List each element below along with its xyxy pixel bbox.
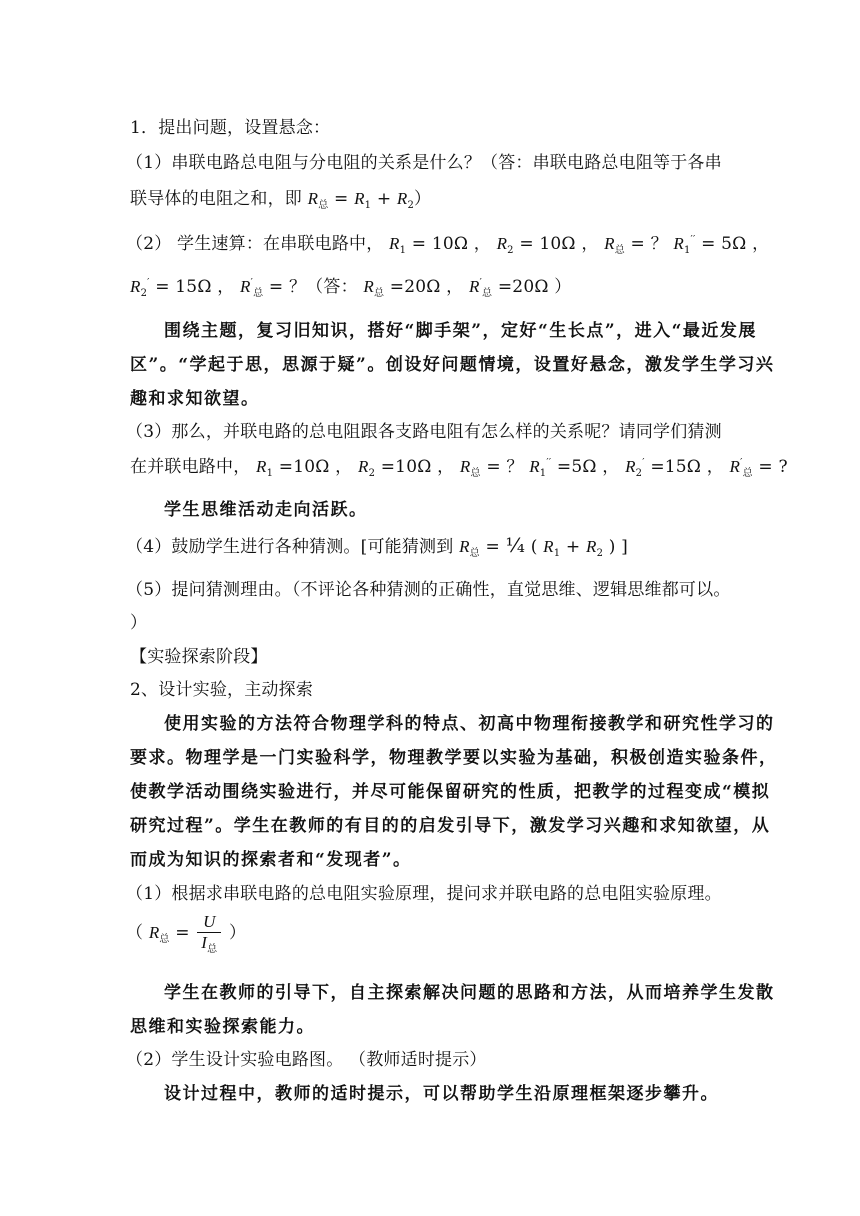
- commentary-2: 学生思维活动走向活跃。: [164, 500, 368, 520]
- paragraph-q1: （1）串联电路总电阻与分电阻的关系是什么？（答：串联电路总电阻等于各串: [126, 153, 722, 173]
- paragraph-exp-2: （2）学生设计实验电路图。 （教师适时提示）: [126, 1050, 487, 1070]
- section-heading-experiment: 【实验探索阶段】: [130, 647, 268, 667]
- paragraph-q2-answer: $R_2' = 15\Omega$ ， $R'_总$ = ？（答： $R_总 =20\Omega$ ， $R'_总 =20\Omega$ ）: [130, 277, 572, 299]
- commentary-5: 设计过程中，教师的适时提示，可以帮助学生沿原理框架逐步攀升。: [164, 1084, 719, 1104]
- commentary-3-line-2: 要求。物理学是一门实验科学，物理教学要以实验为基础，积极创造实验条件，: [130, 748, 778, 768]
- paragraph-q5: （5）提问猜测理由。（不评论各种猜测的正确性，直觉思维、逻辑思维都可以。: [126, 580, 731, 600]
- commentary-1-line-3: 趣和求知欲望。: [130, 389, 260, 409]
- paragraph-q1-formula: 联导体的电阻之和，即 $R_总 = R_1 + R_2$）: [130, 189, 432, 211]
- commentary-1-line-1: 围绕主题，复习旧知识，搭好“脚手架”，定好“生长点”，进入“最近发展: [164, 321, 757, 341]
- paragraph-q2: （2） 学生速算：在串联电路中， $R_1 = 10\Omega$ ， $R_2 = 10\Omega$ ， $R_总$ = ？ $R_1'' = 5\Omega$ ，: [126, 234, 770, 256]
- commentary-4-line-2: 思维和实验探索能力。: [130, 1017, 315, 1037]
- paragraph-q4: （4）鼓励学生进行各种猜测。[可能猜测到 $R_总$ = ¼ ( $R_1 + R_2$ ) ]: [126, 533, 628, 559]
- paragraph-q3: （3）那么，并联电路的总电阻跟各支路电阻有怎么样的关系呢？请同学们猜测: [126, 422, 722, 442]
- paragraph-q5-close: ）: [130, 613, 148, 633]
- paragraph-exp-1: （1）根据求串联电路的总电阻实验原理，提问求并联电路的总电阻实验原理。: [126, 884, 722, 904]
- commentary-1-line-2: 区”。“学起于思，思源于疑”。创设好问题情境，设置好悬念，激发学生学习兴: [130, 355, 775, 375]
- commentary-3-line-3: 使教学活动围绕实验进行，并尽可能保留研究的性质，把教学的过程变成“模拟: [130, 782, 771, 802]
- section-1-heading: 1．提出问题，设置悬念：: [130, 118, 331, 138]
- commentary-3-line-5: 而成为知识的探索者和“发现者”。: [130, 850, 412, 870]
- commentary-3-line-1: 使用实验的方法符合物理学科的特点、初高中物理衔接教学和研究性学习的: [164, 714, 775, 734]
- paragraph-q3-formula: 在并联电路中， $R_1 =10\Omega$ ， $R_2 =10\Omega$ ， $R_总$ = ？ $R_1'' =5\Omega$ ， $R_2' =15\Omega$ ， $R'_总$ = ?: [130, 457, 788, 479]
- commentary-3-line-4: 研究过程”。学生在教师的有目的的启发引导下，激发学习兴趣和求知欲望，从: [130, 816, 771, 836]
- commentary-4-line-1: 学生在教师的引导下，自主探索解决问题的思路和方法，从而培养学生发散: [164, 983, 775, 1003]
- paragraph-exp-1-formula: （ $R_总$ = $\frac{U}{I_总}$ ）: [126, 912, 247, 955]
- section-2-heading: 2、设计实验，主动探索: [130, 680, 314, 700]
